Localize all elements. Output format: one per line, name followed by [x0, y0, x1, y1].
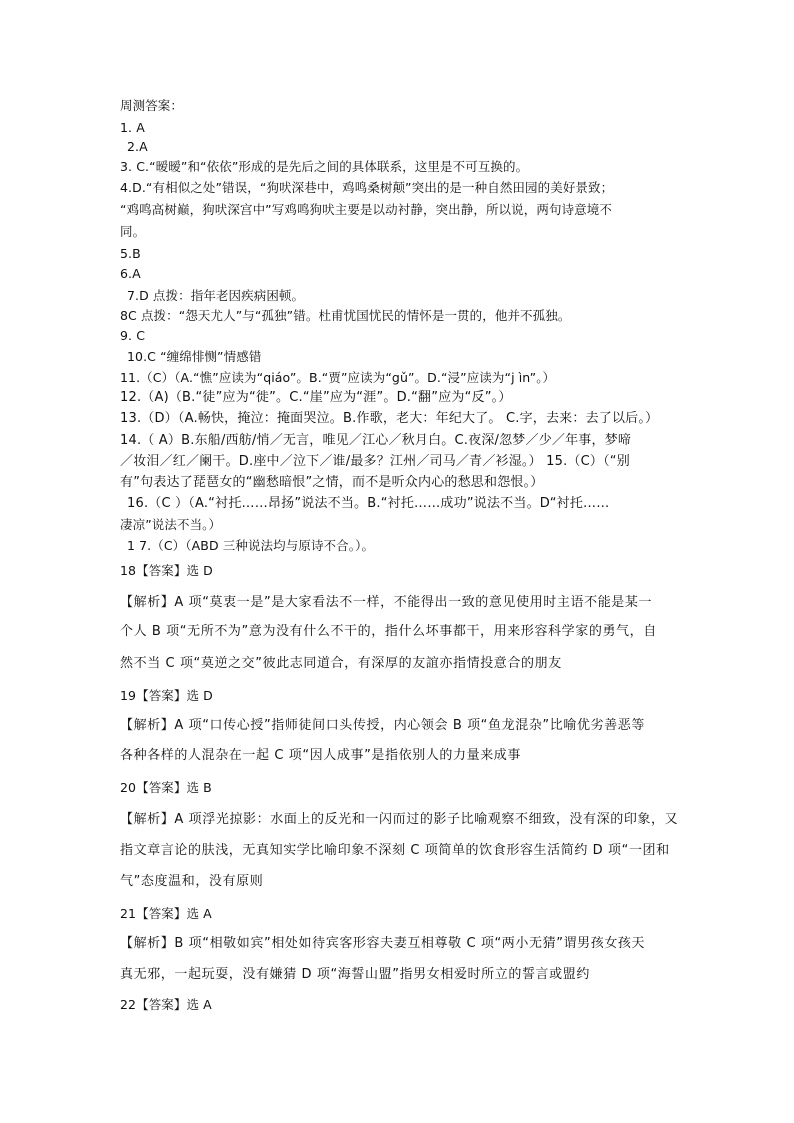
answer-13: 13.（D）（A.畅快，掩泣：掩面哭泣。B.作歌，老大：年纪大了。 C.字，去来：去了以后。） — [120, 411, 659, 426]
q18-explanation-line-3: 然不当 C 项“莫逆之交”彼此志同道合，有深厚的友誼亦指情投意合的朋友 — [120, 656, 562, 671]
answer-6: 6.A — [120, 266, 141, 281]
answer-16-line-2: 凄凉”说法不当。） — [120, 517, 222, 532]
section-title: 周测答案： — [120, 98, 184, 113]
answer-8: 8C 点拨：“怨天尤人”与“孤独”错。杜甫忧国忧民的情怀是一贯的，他并不孤独。 — [120, 308, 571, 323]
answer-4-line-1: 4.D.“有相似之处”错误，“狗吠深巷中，鸡鸣桑树颠”突出的是一种自然田园的美好景致； — [120, 180, 614, 195]
answer-17: 1 7.（C）（ABD 三种说法均与原诗不合。）。 — [127, 538, 375, 553]
q19-explanation-line-2: 各种各样的人混杂在一起 C 项“因人成事”是指依别人的力量来成事 — [120, 748, 522, 763]
q22-answer: 22【答案】选 A — [120, 997, 212, 1012]
answer-12: 12.（A)（B.“徒”应为“徙”。C.“崖”应为“涯”。D.“翻”应为“反”。） — [120, 390, 512, 405]
answer-2: 2.A — [127, 139, 148, 154]
answer-9: 9. C — [120, 328, 146, 343]
answer-14-line-2: ／妆泪／红／阑干。D.座中／泣下／谁/最多？江州／司马／青／衫湿。） 15.（C）（“别 — [120, 454, 630, 469]
answer-3: 3. C.“暧暧”和“依依”形成的是先后之间的具体联系，这里是不可互换的。 — [120, 159, 529, 174]
answer-1: 1. A — [120, 120, 145, 135]
answer-14-line-1: 14.（ A）B.东船/西舫/悄／无言，唯见／江心／秋月白。C.夜深/忽梦／少／年事，梦啼 — [120, 433, 632, 448]
answer-15-line-2: 有”句表达了琵琶女的“幽愁暗恨”之情，而不是听众内心的愁思和怨恨。） — [120, 475, 544, 490]
answer-4-line-2: “鸡鸣高树巅，狗吠深宫中”写鸡鸣狗吠主要是以动衬静，突出静，所以说，两句诗意境不 — [120, 202, 612, 217]
answer-7: 7.D 点拨：指年老因疾病困顿。 — [127, 288, 305, 303]
answer-5: 5.B — [120, 246, 141, 261]
q18-explanation-line-2: 个人 B 项“无所不为”意为没有什么不干的，指什么坏事都干，用来形容科学家的勇气，自 — [120, 624, 657, 639]
q18-explanation-line-1: 【解析】A 项“莫衷一是”是大家看法不一样，不能得出一致的意见使用时主语不能是某一 — [120, 595, 653, 610]
q21-answer: 21【答案】选 A — [120, 906, 212, 921]
q19-explanation-line-1: 【解析】A 项“口传心授”指师徒间口头传授，内心领会 B 项“鱼龙混杂”比喻优劣善恶等 — [120, 718, 645, 733]
q21-explanation-line-2: 真无邪，一起玩耍，没有嫌猜 D 项“海誓山盟”指男女相爱时所立的誓言或盟约 — [120, 967, 590, 982]
q19-answer: 19【答案】选 D — [120, 688, 213, 703]
answer-4-line-3: 同。 — [120, 224, 146, 239]
q20-explanation-line-1: 【解析】A 项浮光掠影：水面上的反光和一闪而过的影子比喻观察不细致，没有深的印象，又 — [120, 812, 679, 827]
q21-explanation-line-1: 【解析】B 项“相敬如宾”相处如待宾客形容夫妻互相尊敬 C 项“两小无猜”谓男孩女孩天 — [120, 936, 646, 951]
q20-explanation-line-2: 指文章言论的肤浅，无真知实学比喻印象不深刻 C 项简单的饮食形容生活简约 D 项“一团和 — [120, 843, 670, 858]
answer-11: 11.（C）（A.“憔”应读为“qiáo”。B.“贾”应读为“gǔ”。D.“浸”应读为“j ìn”。） — [120, 370, 556, 385]
answer-10: 10.C “缠绵悱恻”情感错 — [127, 349, 262, 364]
q20-explanation-line-3: 气”态度温和，没有原则 — [120, 874, 264, 889]
q20-answer: 20【答案】选 B — [120, 780, 212, 795]
q18-answer: 18【答案】选 D — [120, 563, 213, 578]
answer-16-line-1: 16.（C ）（A.“衬托……昂扬”说法不当。B.“衬托……成功”说法不当。D“衬托…… — [127, 496, 610, 511]
